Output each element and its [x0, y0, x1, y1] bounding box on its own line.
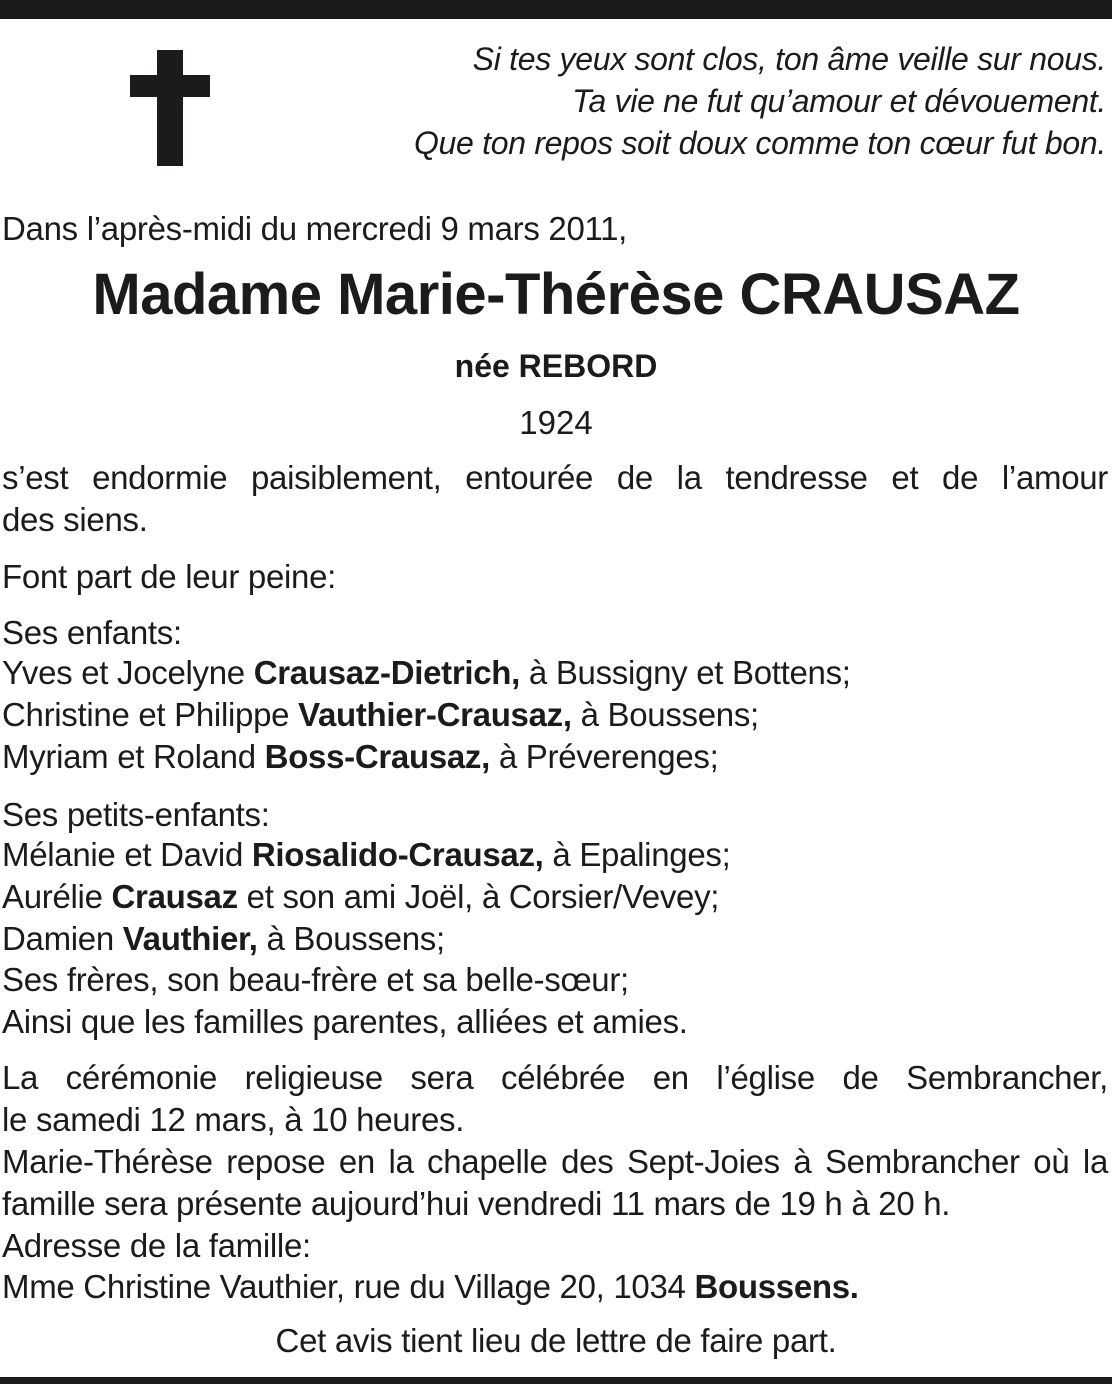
ceremony-line-1: La cérémonie religieuse sera célébrée en l’église de Sembrancher,: [2, 1059, 1108, 1096]
epitaph-verse: [306, 38, 1106, 164]
bottom-border-rule: [0, 1377, 1112, 1384]
grandchild-item: Mélanie et David Riosalido-Crausaz, à Epalinges;: [2, 836, 731, 873]
repose-line-2: famille sera présente aujourd’hui vendredi 11 mars de 19 h à 20 h.: [2, 1185, 951, 1222]
epitaph-line-1: Si tes yeux sont clos, ton âme veille sur nous.: [472, 41, 1106, 77]
grandchildren-heading: Ses petits-enfants:: [2, 796, 270, 833]
ceremony-line-2: le samedi 12 mars, à 10 heures.: [2, 1101, 465, 1138]
children-heading: Ses enfants:: [2, 614, 182, 651]
epitaph-line-3: Que ton repos soit doux comme ton cœur fut bon.: [413, 125, 1106, 161]
families-line: Ainsi que les familles parentes, alliées et amies.: [2, 1003, 688, 1040]
child-item: Myriam et Roland Boss-Crausaz, à Préverenges;: [2, 738, 719, 775]
top-border-rule: [0, 0, 1112, 19]
cross-icon: [130, 50, 210, 166]
passing-line-2: des siens.: [2, 501, 148, 538]
grandchild-item: Aurélie Crausaz et son ami Joël, à Corsier/Vevey;: [2, 878, 720, 915]
maiden-name: née REBORD: [454, 348, 658, 384]
siblings-line: Ses frères, son beau-frère et sa belle-sœur;: [2, 961, 629, 998]
passing-line-1: s’est endormie paisiblement, entourée de la tendresse et de l’amour: [2, 459, 1108, 496]
birth-year: 1924: [519, 404, 593, 441]
grandchild-item: Damien Vauthier, à Boussens;: [2, 920, 445, 957]
address-heading: Adresse de la famille:: [2, 1227, 311, 1264]
child-item: Yves et Jocelyne Crausaz-Dietrich, à Bussigny et Bottens;: [2, 654, 851, 691]
grief-announcement: Font part de leur peine:: [2, 558, 337, 595]
family-address: Mme Christine Vauthier, rue du Village 20, 1034 Boussens.: [2, 1268, 859, 1305]
child-item: Christine et Philippe Vauthier-Crausaz, à Boussens;: [2, 696, 759, 733]
epitaph-line-2: Ta vie ne fut qu’amour et dévouement.: [572, 83, 1106, 119]
intro-date: Dans l’après-midi du mercredi 9 mars 2011,: [2, 210, 628, 247]
closing-note: Cet avis tient lieu de lettre de faire part.: [275, 1322, 837, 1359]
repose-line-1: Marie-Thérèse repose en la chapelle des Sept-Joies à Sembrancher où la: [2, 1143, 1108, 1180]
deceased-name: Madame Marie-Thérèse CRAUSAZ: [92, 262, 1020, 327]
